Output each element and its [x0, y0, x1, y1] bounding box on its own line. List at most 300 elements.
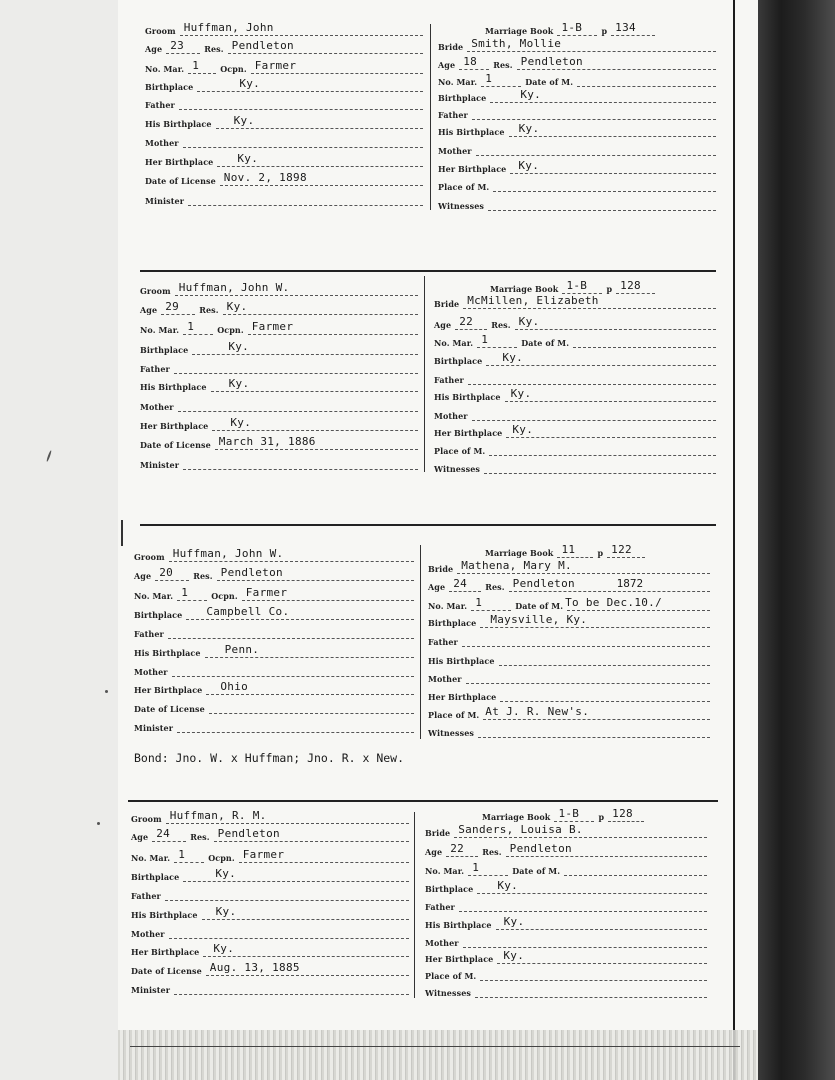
field-line — [155, 566, 189, 581]
field-label: Minister — [131, 985, 171, 995]
field-line — [459, 900, 707, 912]
field-line — [497, 949, 707, 964]
field-line — [506, 842, 707, 857]
field-label: Bride — [434, 299, 460, 309]
field-line — [475, 986, 707, 998]
bride-age-row — [434, 316, 716, 330]
field-value: Penn. — [224, 643, 260, 656]
field-line — [251, 59, 423, 74]
field-value: 23 — [170, 39, 185, 52]
bride-his-birthplace-row — [434, 388, 716, 402]
field-label: Mother — [131, 929, 165, 939]
field-value: 128 — [620, 279, 641, 292]
field-label: Res. — [482, 847, 502, 857]
field-value: Ky. — [503, 949, 525, 962]
groom-father-row — [134, 625, 414, 639]
field-line — [509, 577, 710, 592]
field-label: Date of M. — [521, 338, 570, 348]
field-line — [462, 635, 710, 647]
field-label: Mother — [145, 138, 179, 148]
field-label: Res. — [204, 44, 224, 54]
field-label: Date of License — [145, 176, 216, 186]
field-value: At J. R. New's. — [485, 705, 590, 718]
field-value: 18 — [463, 55, 478, 68]
scan-margin-left — [0, 0, 118, 1080]
field-line — [166, 809, 409, 824]
field-value: 128 — [612, 807, 633, 820]
field-line — [172, 665, 414, 677]
field-value: Ky. — [518, 315, 540, 328]
groom-her-birthplace-row — [140, 417, 418, 431]
field-line — [573, 336, 716, 348]
field-line — [557, 543, 593, 558]
field-line — [467, 37, 716, 52]
field-line — [557, 21, 597, 36]
field-label: His Birthplace — [425, 920, 492, 930]
field-value: March 31, 1886 — [218, 435, 316, 448]
field-label: p — [601, 26, 608, 36]
section-rule — [128, 800, 718, 802]
field-label: No. Mar. — [425, 866, 465, 876]
field-value: Ky. — [228, 340, 250, 353]
field-value: Farmer — [254, 59, 297, 72]
marriage-book-row — [490, 280, 655, 294]
bride-name-row — [425, 824, 707, 838]
groom-her-birthplace-row — [131, 943, 409, 957]
field-line — [476, 144, 716, 156]
field-line — [220, 171, 423, 186]
field-value: Maysville, Ky. — [490, 613, 588, 626]
field-line — [489, 444, 716, 456]
field-label: Birthplace — [438, 93, 487, 103]
bride-place-of-m-row — [434, 442, 716, 456]
field-line — [472, 108, 716, 120]
field-value: Ohio — [220, 680, 249, 693]
groom-name-row — [134, 548, 414, 562]
field-line — [223, 300, 418, 315]
field-label: Age — [438, 60, 456, 70]
field-label: Witnesses — [425, 988, 471, 998]
bride-witnesses-row — [425, 984, 707, 998]
field-value: 1-B — [561, 21, 583, 34]
field-line — [168, 627, 414, 639]
field-label: Groom — [131, 814, 162, 824]
field-value: 122 — [611, 543, 632, 556]
field-label: Ocpn. — [208, 853, 235, 863]
groom-name-row — [131, 810, 409, 824]
groom-age-row — [134, 567, 414, 581]
field-label: Father — [145, 100, 175, 110]
field-value: Ky. — [520, 88, 542, 101]
field-line — [175, 281, 418, 296]
bride-her-birthplace-row — [425, 950, 707, 964]
field-line — [211, 377, 418, 392]
groom-license-row — [131, 962, 409, 976]
field-label: His Birthplace — [438, 127, 505, 137]
marriage-book-row — [485, 544, 645, 558]
field-line — [449, 577, 481, 592]
field-line — [509, 122, 716, 137]
field-line — [209, 702, 414, 714]
groom-birthplace-row — [140, 341, 418, 355]
field-value: 22 — [459, 315, 474, 328]
bride-age-row — [428, 578, 710, 592]
field-value: 20 — [159, 566, 174, 579]
field-label: No. Mar. — [131, 853, 171, 863]
field-label: Her Birthplace — [131, 947, 200, 957]
groom-mother-row — [145, 134, 423, 148]
groom-name: Huffman, John — [183, 21, 274, 34]
field-label: Date of M. — [512, 866, 561, 876]
field-line — [206, 680, 414, 695]
groom-minister-row — [140, 456, 418, 470]
field-value: Aug. 13, 1885 — [209, 961, 300, 974]
field-value: 1 — [178, 848, 186, 861]
field-line — [192, 340, 418, 355]
bride-name-row — [428, 560, 710, 574]
scan-bottom-noise — [118, 1030, 758, 1080]
field-value: Pendleton — [520, 55, 583, 68]
bride-nomar-row — [428, 597, 710, 611]
field-label: No. Mar. — [428, 601, 468, 611]
field-line — [562, 279, 602, 294]
marriage-book-row — [482, 808, 644, 822]
field-value: 134 — [615, 21, 636, 34]
field-label: Ocpn. — [211, 591, 238, 601]
groom-his-birthplace-row — [145, 115, 423, 129]
field-line — [212, 416, 418, 431]
field-label: Date of M. — [515, 601, 564, 611]
field-line — [477, 879, 707, 894]
field-label: His Birthplace — [134, 648, 201, 658]
field-label: Minister — [145, 196, 185, 206]
field-line — [215, 435, 418, 450]
field-value: Huffman, R. M. — [169, 809, 267, 822]
field-line — [496, 915, 707, 930]
field-label: Age — [434, 320, 452, 330]
bond-note: Bond: Jno. W. x Huffman; Jno. R. x New. — [134, 751, 405, 765]
field-value: 1 — [485, 72, 493, 85]
field-label: Marriage Book — [485, 26, 554, 36]
field-value: Ky. — [215, 867, 237, 880]
field-label: p — [606, 284, 613, 294]
field-line — [471, 596, 511, 611]
field-value: Pendleton — [512, 577, 575, 590]
field-line — [169, 927, 409, 939]
field-value: Farmer — [245, 586, 288, 599]
bride-her-birthplace-row — [434, 424, 716, 438]
groom-name-row — [140, 282, 418, 296]
bride-her-birthplace-row — [428, 688, 710, 702]
field-value: Nov. 2, 1898 — [223, 171, 307, 184]
field-line — [616, 279, 655, 294]
field-line — [242, 586, 414, 601]
bride-place-of-m-row — [428, 706, 710, 720]
bride-mother-row — [425, 934, 707, 948]
field-line — [183, 136, 423, 148]
field-line — [510, 159, 716, 174]
field-label: Witnesses — [428, 728, 474, 738]
field-label: Groom — [145, 26, 176, 36]
field-line — [183, 867, 409, 882]
field-label: Witnesses — [438, 201, 484, 211]
field-line — [478, 726, 710, 738]
field-label: Age — [140, 305, 158, 315]
field-label: Birthplace — [145, 82, 194, 92]
bride-his-birthplace-row — [438, 123, 716, 137]
field-label: Groom — [140, 286, 171, 296]
field-line — [457, 559, 710, 574]
field-line — [248, 320, 418, 335]
groom-name-row — [145, 22, 423, 36]
field-label: Witnesses — [434, 464, 480, 474]
field-line — [564, 864, 707, 876]
groom-father-row — [140, 360, 418, 374]
bride-place-of-m-row — [438, 178, 716, 192]
field-line — [186, 605, 414, 620]
field-line — [554, 807, 594, 822]
field-label: Groom — [134, 552, 165, 562]
bride-his-birthplace-row — [428, 652, 710, 666]
bride-father-row — [438, 106, 716, 120]
field-label: Father — [438, 110, 468, 120]
field-line — [506, 423, 716, 438]
field-value: Ky. — [230, 416, 252, 429]
field-value: Ky. — [237, 152, 259, 165]
field-value: Pendleton — [217, 827, 280, 840]
section-rule — [140, 270, 716, 272]
field-value: 1 — [481, 333, 489, 346]
groom-license-row — [145, 172, 423, 186]
field-label: Father — [434, 375, 464, 385]
field-label: Res. — [485, 582, 505, 592]
field-label: Age — [428, 582, 446, 592]
field-line — [169, 547, 414, 562]
field-line — [178, 400, 418, 412]
field-label: Bride — [425, 828, 451, 838]
field-label: Mother — [425, 938, 459, 948]
field-value: 1 — [181, 586, 189, 599]
field-value: Ky. — [502, 351, 524, 364]
groom-birthplace-row — [134, 606, 414, 620]
field-value: Pendleton — [220, 566, 283, 579]
field-line — [477, 333, 517, 348]
field-label: Bride — [428, 564, 454, 574]
field-line — [468, 861, 508, 876]
scan-speck — [97, 822, 100, 825]
groom-mother-row — [131, 925, 409, 939]
field-line — [174, 362, 418, 374]
field-line — [472, 409, 716, 421]
groom-minister-row — [134, 719, 414, 733]
field-line — [217, 566, 414, 581]
field-label: Age — [134, 571, 152, 581]
field-label: p — [598, 812, 605, 822]
field-label: Age — [145, 44, 163, 54]
field-line — [203, 942, 409, 957]
field-label: Birthplace — [434, 356, 483, 366]
field-line — [463, 294, 716, 309]
field-label: Father — [428, 637, 458, 647]
bride-birthplace-row — [425, 880, 707, 894]
groom-father-row — [145, 96, 423, 110]
field-value: To be Dec.10./ — [565, 596, 663, 609]
field-label: His Birthplace — [434, 392, 501, 402]
bride-name-row — [438, 38, 716, 52]
field-line — [188, 59, 216, 74]
groom-her-birthplace-row — [145, 153, 423, 167]
bride-witnesses-row — [434, 460, 716, 474]
field-label: Place of M. — [438, 182, 490, 192]
field-line — [517, 55, 716, 70]
groom-mother-row — [140, 398, 418, 412]
field-value: Huffman, John W. — [172, 547, 284, 560]
bride-nomar-row — [434, 334, 716, 348]
field-value: 1872 — [616, 577, 644, 590]
groom-birthplace-row — [131, 868, 409, 882]
field-label: No. Mar. — [145, 64, 185, 74]
field-label: Res. — [199, 305, 219, 315]
bride-nomar-row — [425, 862, 707, 876]
field-line — [480, 969, 707, 981]
bride-witnesses-row — [428, 724, 710, 738]
groom-father-row — [131, 887, 409, 901]
field-value: Ky. — [503, 915, 525, 928]
field-line — [459, 55, 489, 70]
field-label: Date of License — [140, 440, 211, 450]
field-label: No. Mar. — [140, 325, 180, 335]
groom-birthplace-row — [145, 78, 423, 92]
field-label: Res. — [491, 320, 511, 330]
field-label: Birthplace — [425, 884, 474, 894]
scan-speck — [105, 690, 108, 693]
field-label: Marriage Book — [490, 284, 559, 294]
field-value: 1-B — [566, 279, 588, 292]
field-value: McMillen, Elizabeth — [467, 294, 599, 307]
groom-his-birthplace-row — [140, 378, 418, 392]
section-rule — [140, 524, 716, 526]
bride-name-row — [434, 295, 716, 309]
field-label: No. Mar. — [134, 591, 174, 601]
groom-mother-row — [134, 663, 414, 677]
field-label: Age — [425, 847, 443, 857]
field-line — [206, 961, 409, 976]
field-line — [177, 721, 414, 733]
field-label: Father — [134, 629, 164, 639]
field-value: 24 — [453, 577, 468, 590]
field-line — [488, 199, 716, 211]
field-line — [466, 672, 710, 684]
groom-license-row — [140, 436, 418, 450]
field-label: His Birthplace — [131, 910, 198, 920]
field-label: Place of M. — [428, 710, 480, 720]
field-line — [446, 842, 478, 857]
field-label: Her Birthplace — [438, 164, 507, 174]
field-label: Birthplace — [428, 618, 477, 628]
field-label: Marriage Book — [485, 548, 554, 558]
page-edge-line — [733, 0, 735, 1080]
groom-nomar-row — [131, 849, 409, 863]
field-label: Her Birthplace — [425, 954, 494, 964]
field-value: Ky. — [497, 879, 519, 892]
field-line — [505, 387, 716, 402]
bride-mother-row — [434, 407, 716, 421]
groom-age-row — [131, 828, 409, 842]
field-line — [216, 114, 423, 129]
field-line — [484, 462, 716, 474]
field-label: No. Mar. — [434, 338, 474, 348]
field-label: Birthplace — [131, 872, 180, 882]
field-value: 1 — [475, 596, 483, 609]
field-line — [455, 315, 487, 330]
field-label: Her Birthplace — [134, 685, 203, 695]
field-value: Farmer — [251, 320, 294, 333]
field-label: His Birthplace — [428, 656, 495, 666]
bride-nomar-row — [438, 73, 716, 87]
field-line — [454, 823, 707, 838]
record-divider — [430, 24, 431, 210]
field-label: Res. — [493, 60, 513, 70]
field-line — [183, 320, 213, 335]
field-line — [177, 586, 207, 601]
groom-his-birthplace-row — [131, 906, 409, 920]
field-label: Marriage Book — [482, 812, 551, 822]
field-value: 29 — [165, 300, 180, 313]
bride-age-row — [425, 843, 707, 857]
field-label: Minister — [140, 460, 180, 470]
field-value: 1 — [472, 861, 480, 874]
field-line — [483, 705, 710, 720]
field-line — [188, 194, 423, 206]
groom-nomar-row — [140, 321, 418, 335]
field-label: His Birthplace — [145, 119, 212, 129]
groom-her-birthplace-row — [134, 681, 414, 695]
field-label: Res. — [193, 571, 213, 581]
groom-age-row — [140, 301, 418, 315]
groom-nomar-row — [134, 587, 414, 601]
bride-father-row — [434, 371, 716, 385]
field-line — [463, 936, 707, 948]
field-label: p — [597, 548, 604, 558]
field-label: Birthplace — [140, 345, 189, 355]
field-line — [565, 596, 710, 611]
field-line — [515, 315, 716, 330]
field-label: Age — [131, 832, 149, 842]
field-label: Mother — [428, 674, 462, 684]
field-value: Ky. — [215, 905, 237, 918]
field-line — [165, 889, 409, 901]
field-value: Farmer — [242, 848, 285, 861]
field-line — [197, 77, 423, 92]
field-label: Date of M. — [525, 77, 574, 87]
field-value: Pendleton — [231, 39, 294, 52]
groom-minister-row — [131, 981, 409, 995]
field-label: Mother — [140, 402, 174, 412]
field-label: Mother — [438, 146, 472, 156]
field-value: Ky. — [512, 423, 534, 436]
field-line — [166, 39, 200, 54]
bride-birthplace-row — [438, 89, 716, 103]
field-value: Ky. — [518, 122, 540, 135]
field-line — [499, 654, 710, 666]
bride-mother-row — [428, 670, 710, 684]
groom-license-row — [134, 700, 414, 714]
bride-her-birthplace-row — [438, 160, 716, 174]
field-value: Pendleton — [509, 842, 572, 855]
field-label: Ocpn. — [217, 325, 244, 335]
field-value: Huffman, John W. — [178, 281, 290, 294]
bride-father-row — [428, 633, 710, 647]
